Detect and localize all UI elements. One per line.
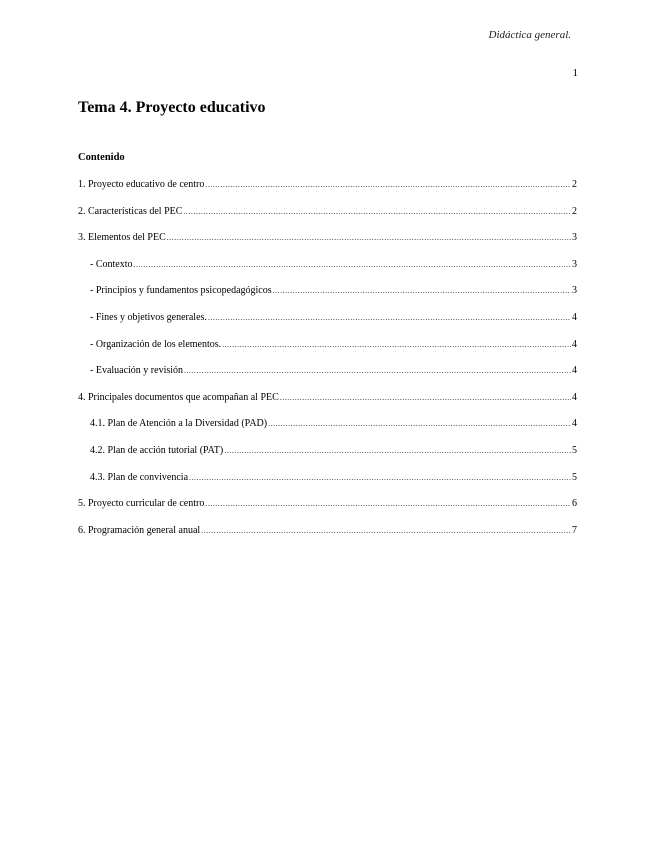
toc-leader-dots	[183, 207, 571, 216]
toc-leader-dots	[280, 393, 571, 402]
toc-entry-label: - Contexto	[90, 258, 133, 270]
toc-entry-page: 5	[572, 471, 577, 483]
toc-leader-dots	[224, 446, 571, 455]
toc-entry[interactable]	[78, 285, 577, 312]
toc-entry-page: 3	[572, 258, 577, 270]
toc-entry-page: 7	[572, 524, 577, 536]
toc-leader-dots	[201, 526, 571, 535]
toc-entry-label: 4.1. Plan de Atención a la Diversidad (PAD)	[90, 418, 268, 430]
page-title: Tema 4. Proyecto educativo	[78, 99, 266, 116]
toc-entry-label: 4. Principales documentos que acompañan al PEC	[78, 391, 279, 403]
toc-entry-page: 4	[572, 338, 577, 350]
toc-entry-page: 2	[572, 205, 577, 217]
toc-entry[interactable]	[78, 232, 577, 259]
toc-leader-dots	[167, 233, 571, 242]
toc-entry-page: 4	[572, 391, 577, 403]
toc-entry-label: 3. Elementos del PEC	[78, 232, 166, 244]
toc-entry[interactable]	[78, 445, 577, 472]
toc-entry-label: - Principios y fundamentos psicopedagógicos	[90, 285, 272, 297]
page-number: 1	[572, 67, 578, 79]
toc-entry-label: 4.3. Plan de convivencia	[90, 471, 189, 483]
toc-entry[interactable]	[78, 472, 577, 499]
toc-entry[interactable]	[78, 259, 577, 286]
toc-leader-dots	[208, 313, 571, 322]
toc-leader-dots	[189, 473, 571, 482]
toc-entry[interactable]	[78, 365, 577, 392]
toc-leader-dots	[134, 260, 572, 269]
toc-entry-page: 3	[572, 285, 577, 297]
toc-entry-page: 5	[572, 444, 577, 456]
toc-entry[interactable]	[78, 418, 577, 445]
toc-leader-dots	[205, 180, 571, 189]
toc-entry-label: 2. Características del PEC	[78, 205, 183, 217]
toc-entry[interactable]	[78, 392, 577, 419]
table-of-contents	[78, 179, 577, 551]
toc-entry-page: 3	[572, 232, 577, 244]
toc-entry-label: 6. Programación general anual	[78, 524, 201, 536]
toc-entry-page: 4	[572, 365, 577, 377]
toc-entry-label: - Organización de los elementos.	[90, 338, 222, 350]
toc-entry[interactable]	[78, 498, 577, 525]
toc-entry-page: 2	[572, 179, 577, 190]
toc-heading: Contenido	[78, 152, 125, 163]
toc-entry-label: - Fines y objetivos generales.	[90, 311, 207, 323]
toc-entry[interactable]	[78, 206, 577, 233]
toc-entry[interactable]	[78, 179, 577, 206]
running-header: Didáctica general.	[488, 29, 571, 41]
toc-leader-dots	[222, 340, 571, 349]
toc-entry-page: 4	[572, 418, 577, 430]
toc-leader-dots	[268, 419, 571, 428]
toc-entry-label: 1. Proyecto educativo de centro	[78, 179, 205, 190]
toc-entry[interactable]	[78, 525, 577, 552]
toc-entry[interactable]	[78, 312, 577, 339]
toc-entry-label: 5. Proyecto curricular de centro	[78, 498, 205, 510]
toc-entry[interactable]	[78, 339, 577, 366]
toc-leader-dots	[184, 366, 571, 375]
toc-leader-dots	[205, 499, 571, 508]
toc-entry-page: 4	[572, 311, 577, 323]
toc-entry-label: - Evaluación y revisión	[90, 365, 184, 377]
toc-leader-dots	[273, 286, 571, 295]
toc-entry-label: 4.2. Plan de acción tutorial (PAT)	[90, 444, 224, 456]
toc-entry-page: 6	[572, 498, 577, 510]
